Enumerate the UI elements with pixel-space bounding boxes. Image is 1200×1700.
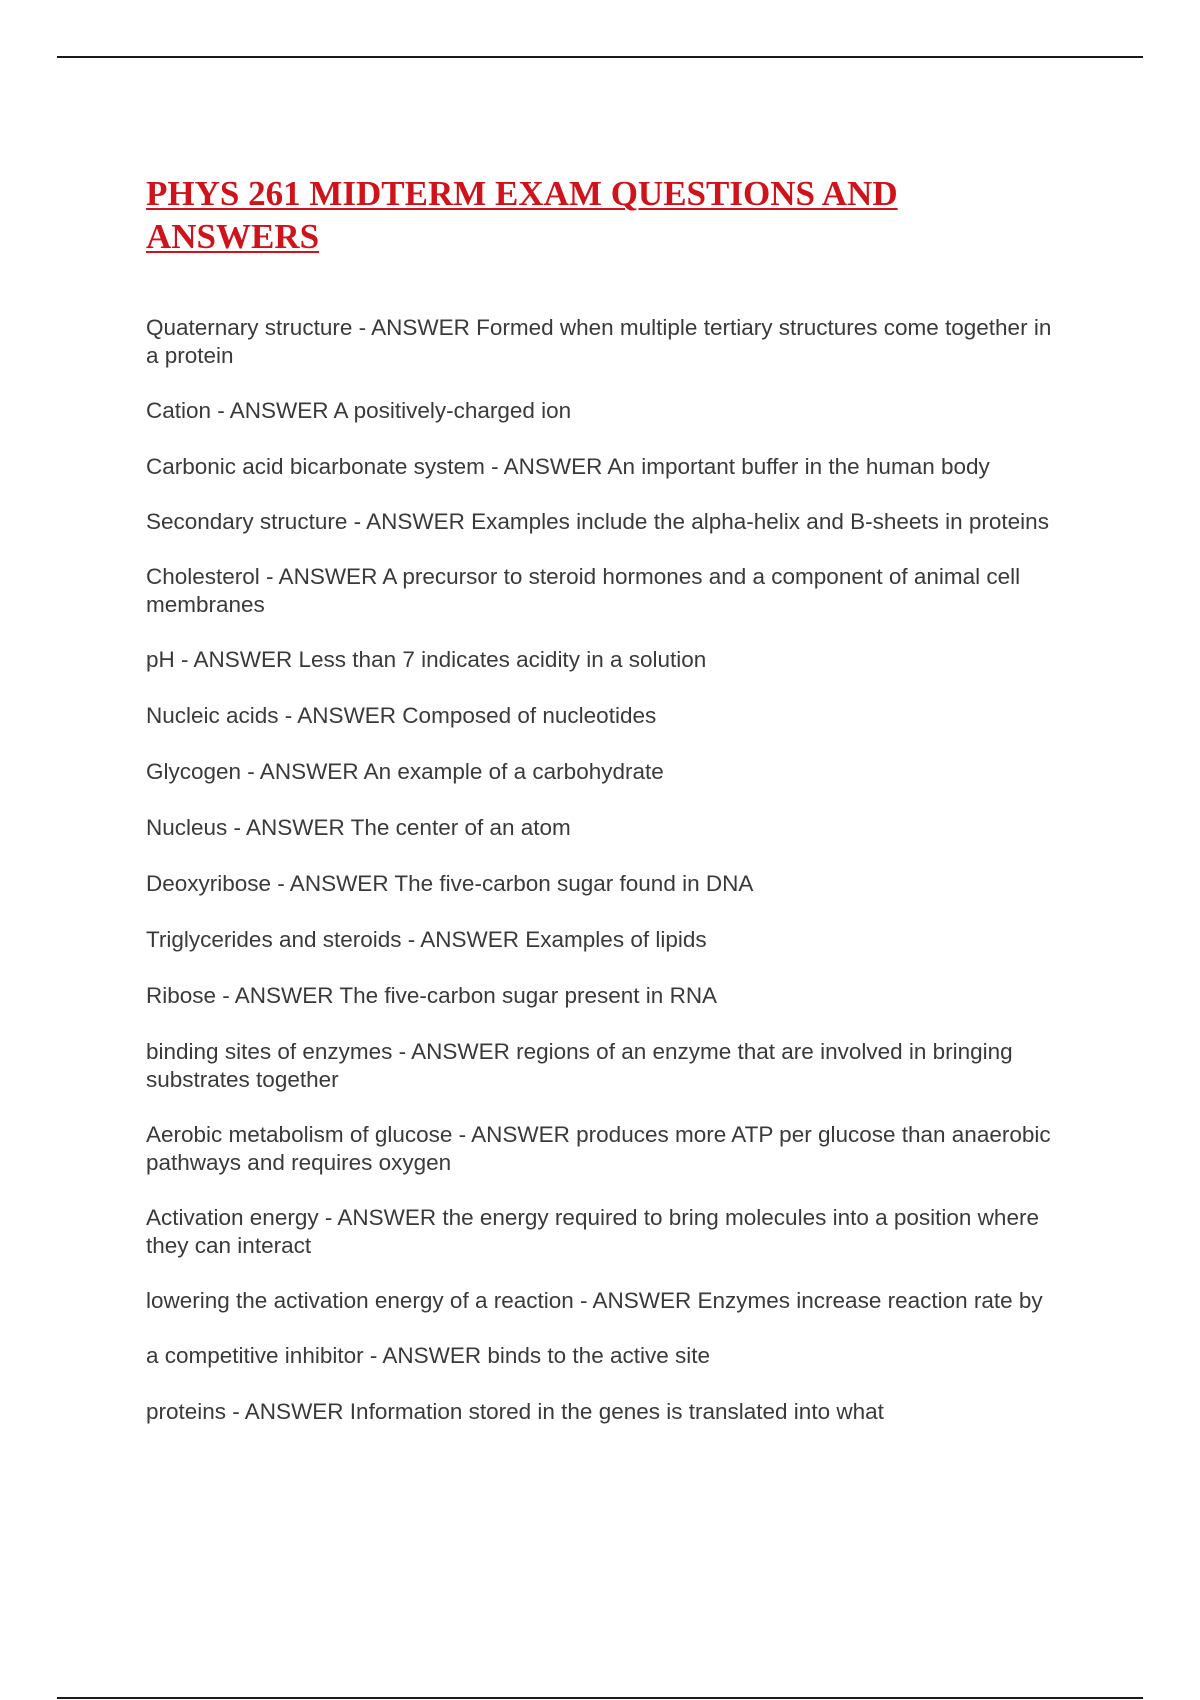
qa-list <box>146 314 1066 1426</box>
qa-item: Quaternary structure - ANSWER Formed when multiple tertiary structures come together in a protein <box>146 315 1052 368</box>
document-title: PHYS 261 MIDTERM EXAM QUESTIONS AND ANSWERS <box>146 174 898 256</box>
qa-item: a competitive inhibitor - ANSWER binds to the active site <box>146 1343 710 1368</box>
qa-item: Nucleus - ANSWER The center of an atom <box>146 815 571 840</box>
qa-item: binding sites of enzymes - ANSWER regions of an enzyme that are involved in bringing substrates together <box>146 1039 1013 1092</box>
qa-item: Carbonic acid bicarbonate system - ANSWER An important buffer in the human body <box>146 454 990 479</box>
header-rule <box>57 56 1143 58</box>
qa-item: Nucleic acids - ANSWER Composed of nucleotides <box>146 703 657 728</box>
qa-item: Cation - ANSWER A positively-charged ion <box>146 398 572 423</box>
qa-item: Glycogen - ANSWER An example of a carbohydrate <box>146 759 664 784</box>
qa-item: pH - ANSWER Less than 7 indicates acidity in a solution <box>146 647 707 672</box>
footer-rule <box>57 1697 1143 1699</box>
qa-item: Ribose - ANSWER The five-carbon sugar present in RNA <box>146 983 718 1008</box>
qa-item: Aerobic metabolism of glucose - ANSWER produces more ATP per glucose than anaerobic pathways and requires oxygen <box>146 1122 1051 1175</box>
qa-item: lowering the activation energy of a reaction - ANSWER Enzymes increase reaction rate by <box>146 1288 1043 1313</box>
qa-item: Activation energy - ANSWER the energy required to bring molecules into a position where they can interact <box>146 1205 1039 1258</box>
qa-item: Secondary structure - ANSWER Examples include the alpha-helix and B-sheets in proteins <box>146 509 1049 534</box>
qa-item: proteins - ANSWER Information stored in the genes is translated into what <box>146 1399 884 1424</box>
qa-item: Triglycerides and steroids - ANSWER Examples of lipids <box>146 927 707 952</box>
qa-item: Cholesterol - ANSWER A precursor to steroid hormones and a component of animal cell membranes <box>146 564 1021 617</box>
qa-item: Deoxyribose - ANSWER The five-carbon sugar found in DNA <box>146 871 754 896</box>
